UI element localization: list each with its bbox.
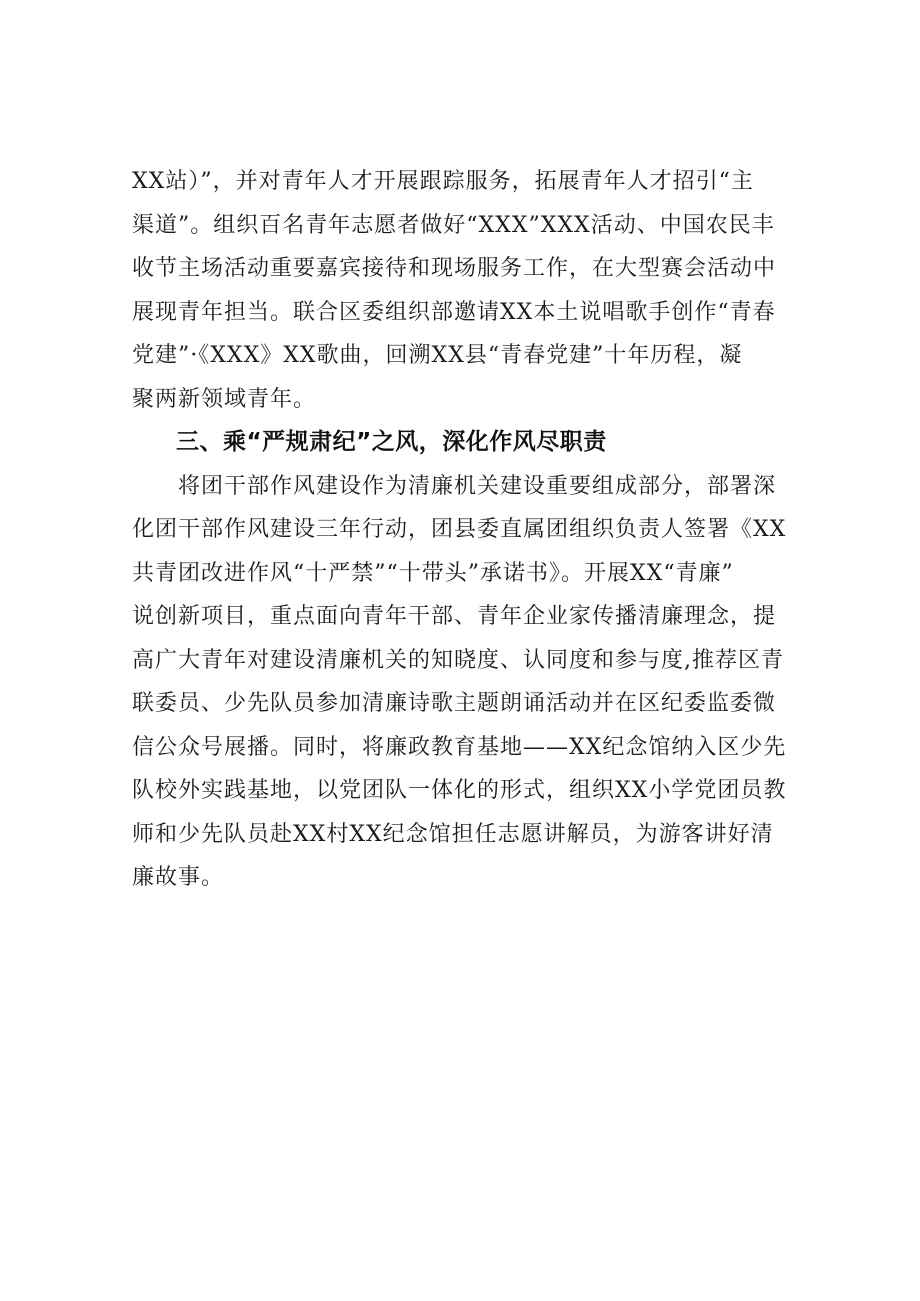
paragraph-work-style [132,465,792,900]
text-line: 渠道”。组织百名青年志愿者做好“XXX”XXX活动、中国农民丰 [132,212,775,238]
text-line: 聚两新领域青年。 [132,386,317,412]
text-line: 将团干部作风建设作为清廉机关建设重要组成部分，部署深 [132,473,777,499]
text-line: 共青团改进作风“十严禁”“十带头”承诺书》。开展XX“青廉” [132,560,734,586]
text-line: 收节主场活动重要嘉宾接待和现场服务工作，在大型赛会活动中 [132,256,777,281]
text-line: 队校外实践基地，以党团队一体化的形式，组织XX小学党团员教 [132,778,787,803]
document-body [132,160,792,900]
text-line: 展现青年担当。联合区委组织部邀请XX本土说唱歌手创作“青春 [132,299,776,325]
text-line: 说创新项目，重点面向青年干部、青年企业家传播清廉理念，提 [132,604,777,629]
text-line: 廉故事。 [132,865,225,890]
text-line: 高广大青年对建设清廉机关的知晓度、认同度和参与度,推荐区青 [132,647,784,673]
text-line: 信公众号展播。同时，将廉政教育基地——XX纪念馆纳入区少先 [132,734,787,760]
text-line: 联委员、少先队员参加清廉诗歌主题朗诵活动并在区纪委监委微 [132,691,777,716]
text-line: 师和少先队员赴XX村XX纪念馆担任志愿讲解员，为游客讲好清 [132,821,774,847]
paragraph-youth-talent [132,160,792,421]
text-line: XX站）”，并对青年人才开展跟踪服务，拓展青年人才招引“主 [132,169,754,194]
section-heading: 三、乘“严规肃纪”之风，深化作风尽职责 [176,429,607,455]
text-line: 党建”·《XXX》XX歌曲，回溯XX县“青春党建”十年历程，凝 [132,343,743,368]
text-line: 化团干部作风建设三年行动，团县委直属团组织负责人签署《XX [132,517,787,542]
